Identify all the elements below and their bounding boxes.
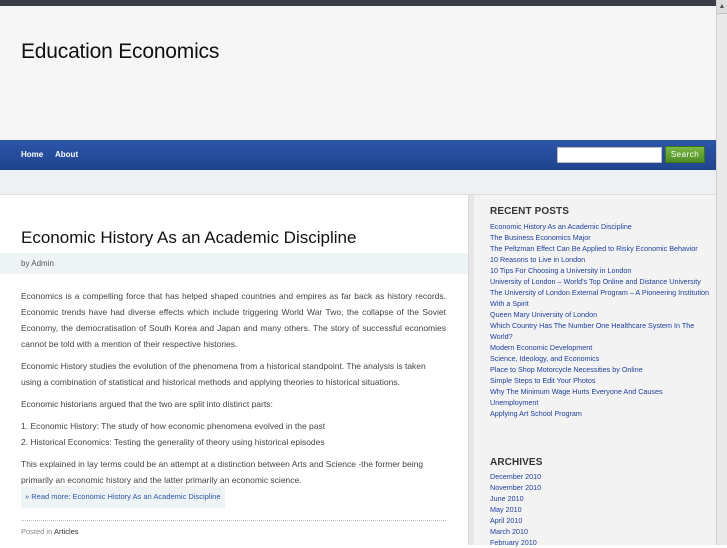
list-item	[490, 232, 712, 243]
posted-in-label: Posted in	[21, 527, 53, 536]
sidebar	[468, 195, 727, 545]
recent-post-link[interactable]: The Business Economics Major	[490, 233, 591, 242]
post-paragraph: Economics is a compelling force that has helped shaped countries and empires as far back as history records. Economic trends have had diverse effects which include triggering World War Two, the collapse of the Soviet Economy, the democratisation of South Korea and Japan and many others. The story of successful economies cannot be told with a mention of their respective histories.	[21, 291, 446, 349]
recent-post-link[interactable]: The University of London External Program – A Pioneering Institution With a Spirit	[490, 288, 709, 308]
post-paragraph: Economic History studies the evolution of the phenomena from a historical standpoint. The analysis is taken using a combination of statistical and historical methods and applying theories to historical situations.	[21, 361, 426, 387]
post-byline	[0, 253, 468, 274]
list-item	[490, 287, 712, 309]
search-button[interactable]: Search	[665, 146, 705, 163]
list-item	[490, 276, 712, 287]
archive-link[interactable]: February 2010	[490, 538, 537, 547]
recent-posts-title: RECENT POSTS	[490, 206, 569, 217]
archive-link[interactable]: November 2010	[490, 483, 542, 492]
post-list	[21, 418, 446, 450]
archives-list	[490, 471, 712, 548]
read-more-link[interactable]: » Read more: Economic History As an Academic Discipline	[21, 486, 225, 508]
recent-post-link[interactable]: Economic History As an Academic Discipline	[490, 222, 632, 231]
recent-post-link[interactable]: Applying Art School Program	[490, 409, 582, 418]
vertical-scrollbar[interactable]	[716, 0, 727, 545]
search-input[interactable]	[557, 147, 662, 163]
recent-post-link[interactable]: University of London – World's Top Online and Distance University	[490, 277, 701, 286]
archive-link[interactable]: April 2010	[490, 516, 523, 525]
recent-post-link[interactable]: Modern Economic Development	[490, 343, 593, 352]
recent-posts-list	[490, 221, 712, 419]
post-body	[21, 288, 446, 508]
post-footer	[21, 520, 446, 536]
list-item	[490, 309, 712, 320]
post-title[interactable]: Economic History As an Academic Discipline	[21, 228, 357, 247]
post-list-item: 2. Historical Economics: Testing the generality of theory using historical episodes	[21, 437, 325, 447]
recent-post-link[interactable]: Which Country Has The Number One Healthcare System In The World?	[490, 321, 695, 341]
sub-header-band	[0, 170, 727, 195]
sidebar-edge	[469, 195, 474, 545]
post-author: by Admin	[21, 259, 54, 268]
archive-link[interactable]: December 2010	[490, 472, 542, 481]
category-link[interactable]: Articles	[53, 527, 79, 536]
recent-post-link[interactable]: 10 Tips For Choosing a University in London	[490, 266, 632, 275]
post-paragraph: Economic historians argued that the two are split into distinct parts:	[21, 399, 273, 409]
recent-post-link[interactable]: Science, Ideology, and Economics	[490, 354, 600, 363]
archive-link[interactable]: March 2010	[490, 527, 528, 536]
archive-link[interactable]: May 2010	[490, 505, 522, 514]
list-item	[490, 353, 712, 364]
list-item	[490, 243, 712, 254]
site-header	[0, 6, 727, 140]
list-item	[490, 386, 712, 408]
list-item	[490, 408, 712, 419]
list-item	[490, 375, 712, 386]
recent-post-link[interactable]: The Peltzman Effect Can Be Applied to Risky Economic Behavior	[490, 244, 698, 253]
scroll-up-arrow-icon[interactable]: ▲	[717, 0, 727, 14]
list-item	[490, 526, 712, 537]
nav-home-link[interactable]: Home	[21, 150, 44, 159]
list-item	[490, 504, 712, 515]
list-item	[490, 515, 712, 526]
list-item	[490, 342, 712, 353]
list-item	[490, 364, 712, 375]
recent-post-link[interactable]: Why The Minimum Wage Hurts Everyone And Causes Unemployment	[490, 387, 663, 407]
list-item	[490, 482, 712, 493]
site-title[interactable]: Education Economics	[21, 40, 220, 63]
recent-post-link[interactable]: Queen Mary University of London	[490, 310, 598, 319]
post-list-item: 1. Economic History: The study of how economic phenomena evolved in the past	[21, 421, 326, 431]
list-item	[490, 471, 712, 482]
list-item	[490, 265, 712, 276]
archive-link[interactable]: June 2010	[490, 494, 524, 503]
archives-title: ARCHIVES	[490, 457, 543, 468]
list-item	[490, 254, 712, 265]
list-item	[490, 493, 712, 504]
recent-post-link[interactable]: Simple Steps to Edit Your Photos	[490, 376, 596, 385]
nav-about-link[interactable]: About	[55, 150, 79, 159]
recent-post-link[interactable]: 10 Reasons to Live in London	[490, 255, 586, 264]
post-paragraph: This explained in lay terms could be an attempt at a distinction between Arts and Science -the former being primarily an economic history and the latter primarily an economic science.	[21, 459, 424, 485]
list-item	[490, 537, 712, 548]
main-content	[0, 195, 468, 545]
list-item	[490, 221, 712, 232]
recent-post-link[interactable]: Place to Shop Motorcycle Necessities by Online	[490, 365, 643, 374]
list-item	[490, 320, 712, 342]
